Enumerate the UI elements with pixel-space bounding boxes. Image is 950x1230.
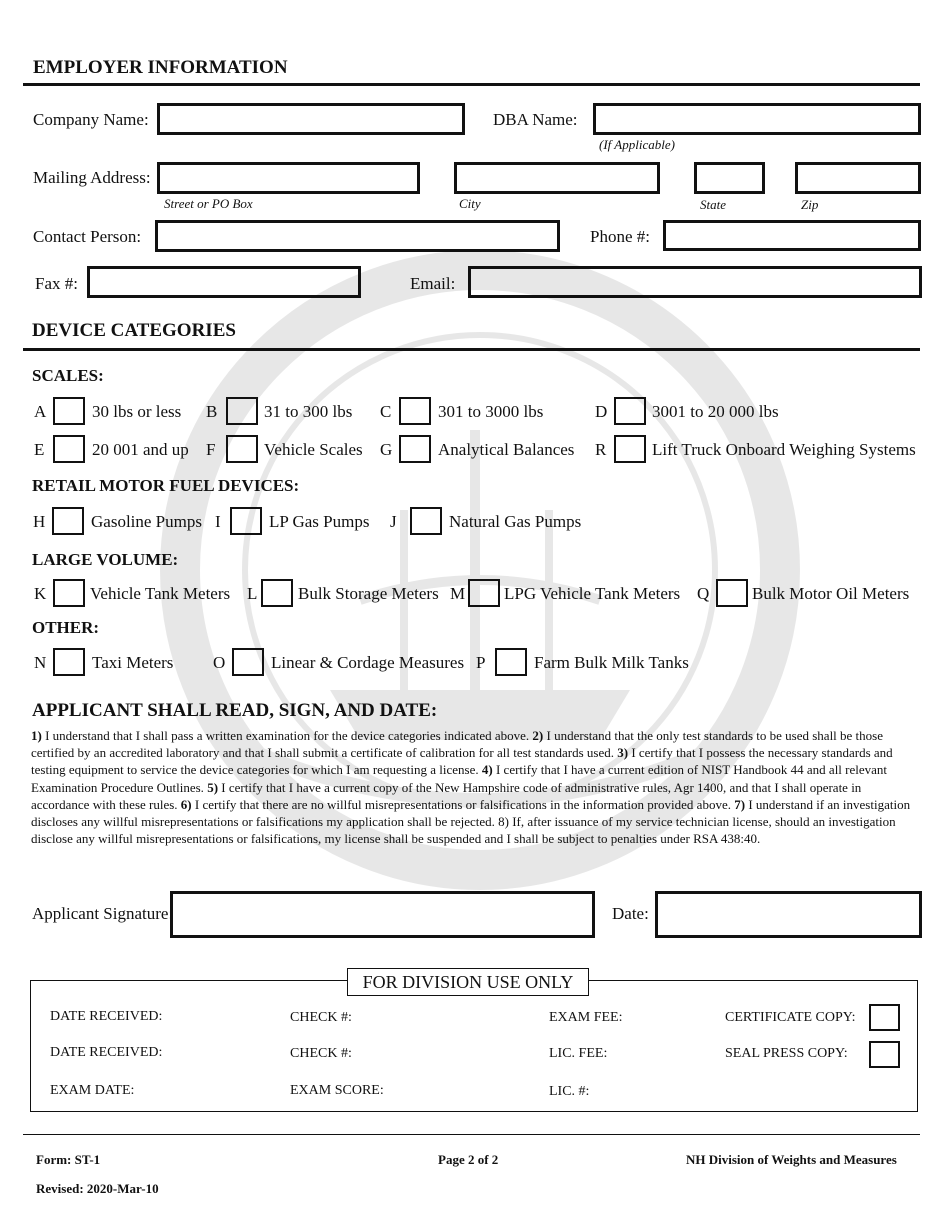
check-number-label: CHECK #: [290,1010,352,1025]
category-label: Gasoline Pumps [91,512,202,531]
page-number: Page 2 of 2 [438,1152,499,1167]
category-label: Farm Bulk Milk Tanks [534,653,689,672]
category-label: Lift Truck Onboard Weighing Systems [652,440,916,459]
category-label: 31 to 300 lbs [264,402,353,421]
term-number: 3) [617,745,629,761]
checkbox-bulk-storage-meters[interactable] [261,579,293,607]
checkbox-lift-truck-onboard[interactable] [614,435,646,463]
state-hint: State [700,197,726,212]
dba-name-field[interactable] [593,103,921,135]
exam-fee-label: EXAM FEE: [549,1010,623,1025]
term-text: I certify that I have a current copy of the New Hampshire code of administrative rules, Agr 1400, and that I shall operate in accordance with these rules. [31,779,862,812]
term-number: 6) [180,796,192,812]
exam-date-label: EXAM DATE: [50,1083,135,1098]
certificate-copy-label: CERTIFICATE COPY: [725,1010,856,1025]
checkbox-20001-and-up[interactable] [53,435,85,463]
term-number: 2) [532,728,544,743]
checkbox-farm-bulk-milk-tanks[interactable] [495,648,527,676]
signature-label: Applicant Signature: [32,904,174,923]
category-letter: K [34,584,47,603]
applicant-terms-paragraph [31,727,916,847]
category-letter: B [206,402,218,421]
agency-name: NH Division of Weights and Measures [686,1152,897,1167]
checkbox-30-lbs-or-less[interactable] [53,397,85,425]
zip-field[interactable] [795,162,921,194]
term-text: I certify that I possess the necessary standards and testing equipment to service the device categories for which I am requesting a license. [31,745,893,778]
category-label: Vehicle Scales [264,440,363,459]
company-name-label: Company Name: [33,110,149,129]
term-number: 1) [31,728,42,743]
footer-divider [23,1134,920,1135]
category-letter: A [34,402,47,421]
checkbox-lpg-vehicle-tank-meters[interactable] [468,579,500,607]
contact-person-label: Contact Person: [33,227,142,246]
category-letter: L [247,584,258,603]
street-field[interactable] [157,162,420,194]
category-letter: Q [697,584,710,603]
category-letter: N [34,653,47,672]
checkbox-linear-cordage[interactable] [232,648,264,676]
category-label: 3001 to 20 000 lbs [652,402,779,421]
term-text: I understand that I shall pass a written examination for the device categories indicated above. [41,728,533,743]
fax-field[interactable] [87,266,361,298]
category-letter: C [380,402,392,421]
certificate-copy-checkbox[interactable] [869,1004,900,1031]
category-letter: P [476,653,486,672]
email-field[interactable] [468,266,922,298]
contact-person-field[interactable] [155,220,560,252]
lic-fee-label: LIC. FEE: [549,1046,608,1061]
zip-hint: Zip [801,197,819,212]
seal-press-copy-checkbox[interactable] [869,1041,900,1068]
category-letter: E [34,440,45,459]
category-letter: D [595,402,608,421]
checkbox-analytical-balances[interactable] [399,435,431,463]
checkbox-bulk-motor-oil-meters[interactable] [716,579,748,607]
lic-number-label: LIC. #: [549,1084,590,1099]
email-label: Email: [410,274,456,293]
category-label: LPG Vehicle Tank Meters [504,584,681,603]
category-label: Bulk Motor Oil Meters [752,584,910,603]
category-label: Analytical Balances [438,440,575,459]
checkbox-gasoline-pumps[interactable] [52,507,84,535]
category-letter: F [206,440,216,459]
category-label: 301 to 3000 lbs [438,402,544,421]
checkbox-3001-to-20000-lbs[interactable] [614,397,646,425]
date-received-label: DATE RECEIVED: [50,1045,163,1060]
date-received-label: DATE RECEIVED: [50,1009,163,1024]
applicant-heading: APPLICANT SHALL READ, SIGN, AND DATE: [32,700,438,721]
term-number: 5) [207,779,219,795]
signature-field[interactable] [170,891,595,938]
phone-field[interactable] [663,220,921,251]
device-categories-heading: DEVICE CATEGORIES [32,320,236,341]
checkbox-301-to-3000-lbs[interactable] [399,397,431,425]
large-volume-heading: LARGE VOLUME: [32,550,179,569]
form-number: Form: ST-1 [36,1152,101,1167]
other-heading: OTHER: [32,618,100,637]
category-label: Linear & Cordage Measures [271,653,465,672]
category-letter: M [450,584,466,603]
checkbox-taxi-meters[interactable] [53,648,85,676]
term-text: I certify that I have a current edition of NIST Handbook 44 and all relevant Examination Procedure Outlines. [31,762,888,795]
city-field[interactable] [454,162,660,194]
category-letter: J [390,512,397,531]
category-label: LP Gas Pumps [269,512,370,531]
category-letter: I [215,512,221,531]
checkbox-31-to-300-lbs[interactable] [226,397,258,425]
category-label: 20 001 and up [92,440,189,459]
category-letter: G [380,440,393,459]
category-label: Natural Gas Pumps [449,512,582,531]
divider [23,348,920,351]
dba-name-label: DBA Name: [493,110,578,129]
company-name-field[interactable] [157,103,465,135]
date-field[interactable] [655,891,922,938]
checkbox-natural-gas-pumps[interactable] [410,507,442,535]
category-letter: H [33,512,46,531]
category-label: Vehicle Tank Meters [90,584,231,603]
term-number: 7) [734,796,746,812]
date-label: Date: [612,904,649,923]
state-seal-watermark [160,130,800,1010]
state-field[interactable] [694,162,765,194]
category-label: Bulk Storage Meters [298,584,439,603]
checkbox-vehicle-tank-meters[interactable] [53,579,85,607]
term-text: I certify that there are no willful misrepresentations or falsifications in the information provided above. [191,796,735,812]
revised-date: Revised: 2020-Mar-10 [36,1181,159,1196]
city-hint: City [459,196,481,211]
term-text: I understand if an investigation discloses any willful misrepresentations or falsifications my application shall be rejected. 8) If, after issuance of my service technician license, should an investigation disclose any willful misrepresentations or falsifications, my license shall be suspended and I shall be subject to penalties under RSA 438:40. [31,796,911,847]
check-number-label: CHECK #: [290,1046,352,1061]
category-letter: O [213,653,226,672]
dba-hint: (If Applicable) [599,137,675,152]
mailing-address-label: Mailing Address: [33,168,151,187]
retail-fuel-heading: RETAIL MOTOR FUEL DEVICES: [32,476,300,495]
division-use-title: FOR DIVISION USE ONLY [347,968,589,996]
employer-heading: EMPLOYER INFORMATION [33,57,288,78]
category-letter: R [595,440,607,459]
checkbox-vehicle-scales[interactable] [226,435,258,463]
checkbox-lp-gas-pumps[interactable] [230,507,262,535]
scales-heading: SCALES: [32,366,104,385]
street-hint: Street or PO Box [164,196,253,211]
term-number: 4) [481,762,493,778]
category-label: 30 lbs or less [92,402,182,421]
phone-label: Phone #: [590,227,650,246]
category-label: Taxi Meters [92,653,174,672]
divider [23,83,920,86]
exam-score-label: EXAM SCORE: [290,1083,384,1098]
fax-label: Fax #: [35,274,78,293]
term-text: I understand that the only test standards to be used shall be those certified by an accredited laboratory and that I shall submit a certificate of calibration for all test standards used. [31,728,883,761]
seal-press-copy-label: SEAL PRESS COPY: [725,1046,848,1061]
